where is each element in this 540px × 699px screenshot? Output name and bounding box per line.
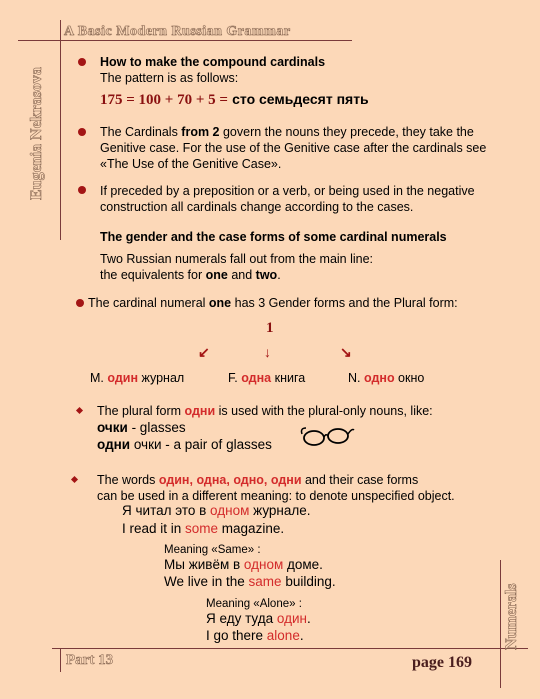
- gender-line-2: the equivalents for one and two.: [100, 268, 281, 282]
- example-en-3: I go there alone.: [206, 628, 304, 643]
- gender-line-1: Two Russian numerals fall out from the main line:: [100, 252, 374, 266]
- preposition-line-1: If preceded by a preposition or a verb, or being used in the negative: [100, 184, 475, 198]
- example-ru-2: Мы живём в одном доме.: [164, 557, 323, 572]
- frame-bottom-line: [52, 648, 528, 649]
- bullet-diamond: [76, 407, 83, 414]
- feminine-form: F. одна книга: [228, 371, 306, 385]
- bullet-dot: [76, 299, 84, 307]
- bullet-diamond: [71, 476, 78, 483]
- frame-right-line: [500, 560, 501, 688]
- book-title: A Basic Modern Russian Grammar: [64, 24, 291, 39]
- bullet-dot: [78, 186, 86, 194]
- arrow-down-icon: ↓: [264, 344, 271, 360]
- arrow-down-left-icon: ↙: [198, 344, 210, 360]
- example-ru-1: Я читал это в одном журнале.: [122, 503, 311, 518]
- example-en-2: We live in the same building.: [164, 574, 336, 589]
- gender-title: The gender and the case forms of some cardinal numerals: [100, 230, 447, 244]
- neuter-form: N. одно окно: [348, 371, 425, 385]
- frame-top-line: [18, 40, 352, 41]
- formula: [100, 91, 369, 109]
- bullet-dot: [78, 128, 86, 136]
- example-ru-3: Я еду туда один.: [206, 611, 311, 626]
- plural-example-2: одни очки - a pair of glasses: [97, 437, 272, 452]
- meaning-same-label: Meaning «Same» :: [164, 544, 261, 556]
- plural-line: The plural form одни is used with the plural-only nouns, like:: [97, 404, 433, 418]
- arrow-down-right-icon: ↘: [340, 344, 352, 360]
- section-name: Numerals: [503, 583, 520, 650]
- page-number: page 169: [412, 654, 472, 671]
- masculine-form: M. один журнал: [90, 371, 185, 385]
- part-label: Part 13: [66, 652, 114, 668]
- formula-russian: сто семьдесят пять: [232, 91, 369, 107]
- compound-title: How to make the compound cardinals: [100, 55, 326, 69]
- example-en-1: I read it in some magazine.: [122, 521, 285, 536]
- pattern-line: The pattern is as follows:: [100, 71, 239, 85]
- bullet-dot: [78, 58, 86, 66]
- frame-left-line: [60, 20, 61, 240]
- preposition-line-2: construction all cardinals change according to the cases.: [100, 200, 414, 214]
- plural-example-1: очки - glasses: [97, 420, 186, 435]
- digit-one: 1: [266, 320, 274, 336]
- formula-numbers: 175 = 100 + 70 + 5 =: [100, 92, 228, 108]
- meaning-alone-label: Meaning «Alone» :: [206, 598, 302, 610]
- one-forms-line: The cardinal numeral one has 3 Gender forms and the Plural form:: [88, 296, 458, 310]
- frame-left-bottom-line: [60, 648, 61, 672]
- cardinals-line-1: The Cardinals from 2 govern the nouns they precede, they take the: [100, 125, 474, 139]
- cardinals-line-2: Genitive case. For the use of the Genitive case after the cardinals see: [100, 141, 487, 155]
- words-line-2: can be used in a different meaning: to denote unspecified object.: [97, 489, 455, 503]
- glasses-icon: [298, 424, 356, 448]
- cardinals-line-3: «The Use of the Genitive Case».: [100, 157, 282, 171]
- words-line-1: The words один, одна, одно, одни and their case forms: [97, 473, 419, 487]
- author-name: Eugenia Nekrasova: [28, 67, 45, 200]
